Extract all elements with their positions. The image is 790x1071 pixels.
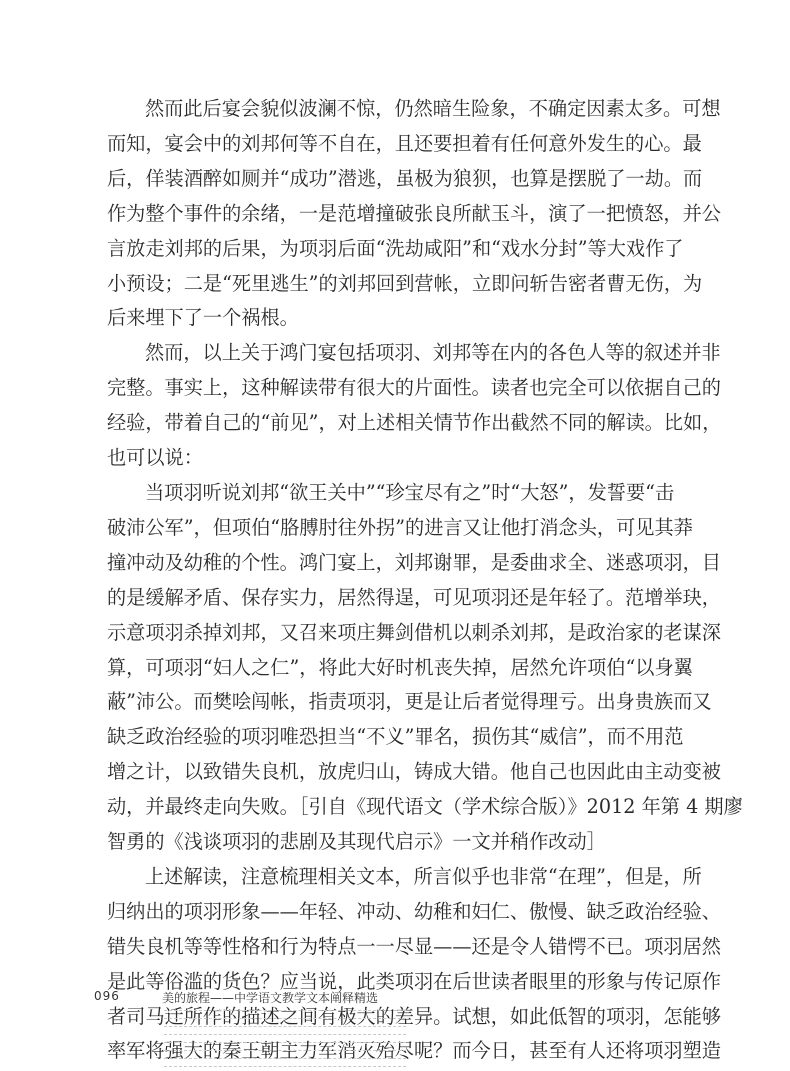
page-number: 096 xyxy=(94,989,120,1003)
text-line: 示意项羽杀掉刘邦，又召来项庄舞剑借机以刺杀刘邦，是政治家的老谋深 xyxy=(107,620,721,644)
text-line: 撞冲动及幼稚的个性。鸿门宴上，刘邦谢罪，是委曲求全、迷惑项羽，目 xyxy=(107,550,721,574)
text-line: 后，佯装酒醉如厕并“成功”潜逃，虽极为狼狈，也算是摆脱了一劫。而 xyxy=(107,166,703,190)
paragraph-2 xyxy=(107,336,722,476)
dashed-divider xyxy=(164,1010,406,1011)
text-line: 算，可项羽“妇人之仁”，将此大好时机丧失掉，居然允许项伯“以身翼 xyxy=(107,655,693,679)
paragraph-1 xyxy=(107,92,721,336)
text-line: 增之计，以致错失良机，放虎归山，铸成大错。他自己也因此由主动变被 xyxy=(107,760,721,784)
dashed-divider xyxy=(164,1066,406,1067)
text-line: 而知，宴会中的刘邦何等不自在，且还要担着有任何意外发生的心。最 xyxy=(107,131,702,155)
text-line: 动，并最终走向失败。［引自《现代语文（学术综合版）》2012 年第 4 期廖 xyxy=(107,795,743,819)
text-line: 蔽”沛公。而樊哙闯帐，指责项羽，更是让后者觉得理亏。出身贵族而又 xyxy=(107,690,712,714)
text-line: 小预设；二是“死里逃生”的刘邦回到营帐，立即问斩告密者曹无伤，为 xyxy=(107,271,703,295)
text-line: 的是缓解矛盾、保存实力，居然得逞，可见项羽还是年轻了。范增举玦， xyxy=(107,585,721,609)
text-line: 作为整个事件的余绪，一是范增撞破张良所献玉斗，演了一把愤怒，并公 xyxy=(107,201,721,225)
text-line: 经验，带着自己的“前见”，对上述相关情节作出截然不同的解读。比如， xyxy=(107,411,722,435)
dashed-divider xyxy=(164,1058,406,1059)
text-line: 也可以说： xyxy=(107,446,203,470)
page-footer xyxy=(94,989,694,1011)
dashed-divider xyxy=(164,1026,406,1027)
text-line: 归纳出的项羽形象——年轻、冲动、幼稚和妇仁、傲慢、缺乏政治经验、 xyxy=(107,899,721,923)
dashed-divider xyxy=(164,1018,406,1019)
paragraph-3-quotation xyxy=(107,476,743,860)
text-line: 上述解读，注意梳理相关文本，所言似乎也非常“在理”，但是，所 xyxy=(145,864,702,888)
dashed-divider xyxy=(164,1034,406,1035)
body-text xyxy=(107,92,743,1069)
text-line: 然而此后宴会貌似波澜不惊，仍然暗生险象，不确定因素太多。可想 xyxy=(145,97,721,120)
running-title: 美的旅程——中学语文教学文本阐释精选 xyxy=(162,991,379,1005)
text-line: 当项羽听说刘邦“欲王关中”“珍宝尽有之”时“大怒”，发誓要“击 xyxy=(145,480,675,504)
text-line: 者司马迁所作的描述之间有极大的差异。试想，如此低智的项羽，怎能够 xyxy=(107,1004,721,1028)
decorative-dashed-lines xyxy=(164,1010,406,1070)
text-line: 破沛公军”，但项伯“胳膊肘往外拐”的进言又让他打消念头，可见其莽 xyxy=(107,515,693,539)
text-line: 智勇的《浅谈项羽的悲剧及其现代启示》一文并稍作改动］ xyxy=(107,830,606,854)
dashed-divider xyxy=(164,1042,406,1043)
text-line: 完整。事实上，这种解读带有很大的片面性。读者也完全可以依据自己的 xyxy=(107,376,721,400)
text-line: 率军将强大的秦王朝主力军消灭殆尽呢？而今日，甚至有人还将项羽塑造 xyxy=(107,1039,721,1063)
text-line: 是此等俗滥的货色？应当说，此类项羽在后世读者眼里的形象与传记原作 xyxy=(107,969,721,993)
text-line: 然而，以上关于鸿门宴包括项羽、刘邦等在内的各色人等的叙述并非 xyxy=(145,341,721,365)
text-line: 后来埋下了一个祸根。 xyxy=(107,306,299,330)
text-line: 错失良机等等性格和行为特点一一尽显——还是令人错愕不已。项羽居然 xyxy=(107,934,721,958)
dashed-divider xyxy=(164,1050,406,1051)
text-line: 言放走刘邦的后果，为项羽后面“洗劫咸阳”和“戏水分封”等大戏作了 xyxy=(107,236,684,260)
text-line: 缺乏政治经验的项羽唯恐担当“不义”罪名，损伤其“威信”，而不用范 xyxy=(107,725,684,749)
